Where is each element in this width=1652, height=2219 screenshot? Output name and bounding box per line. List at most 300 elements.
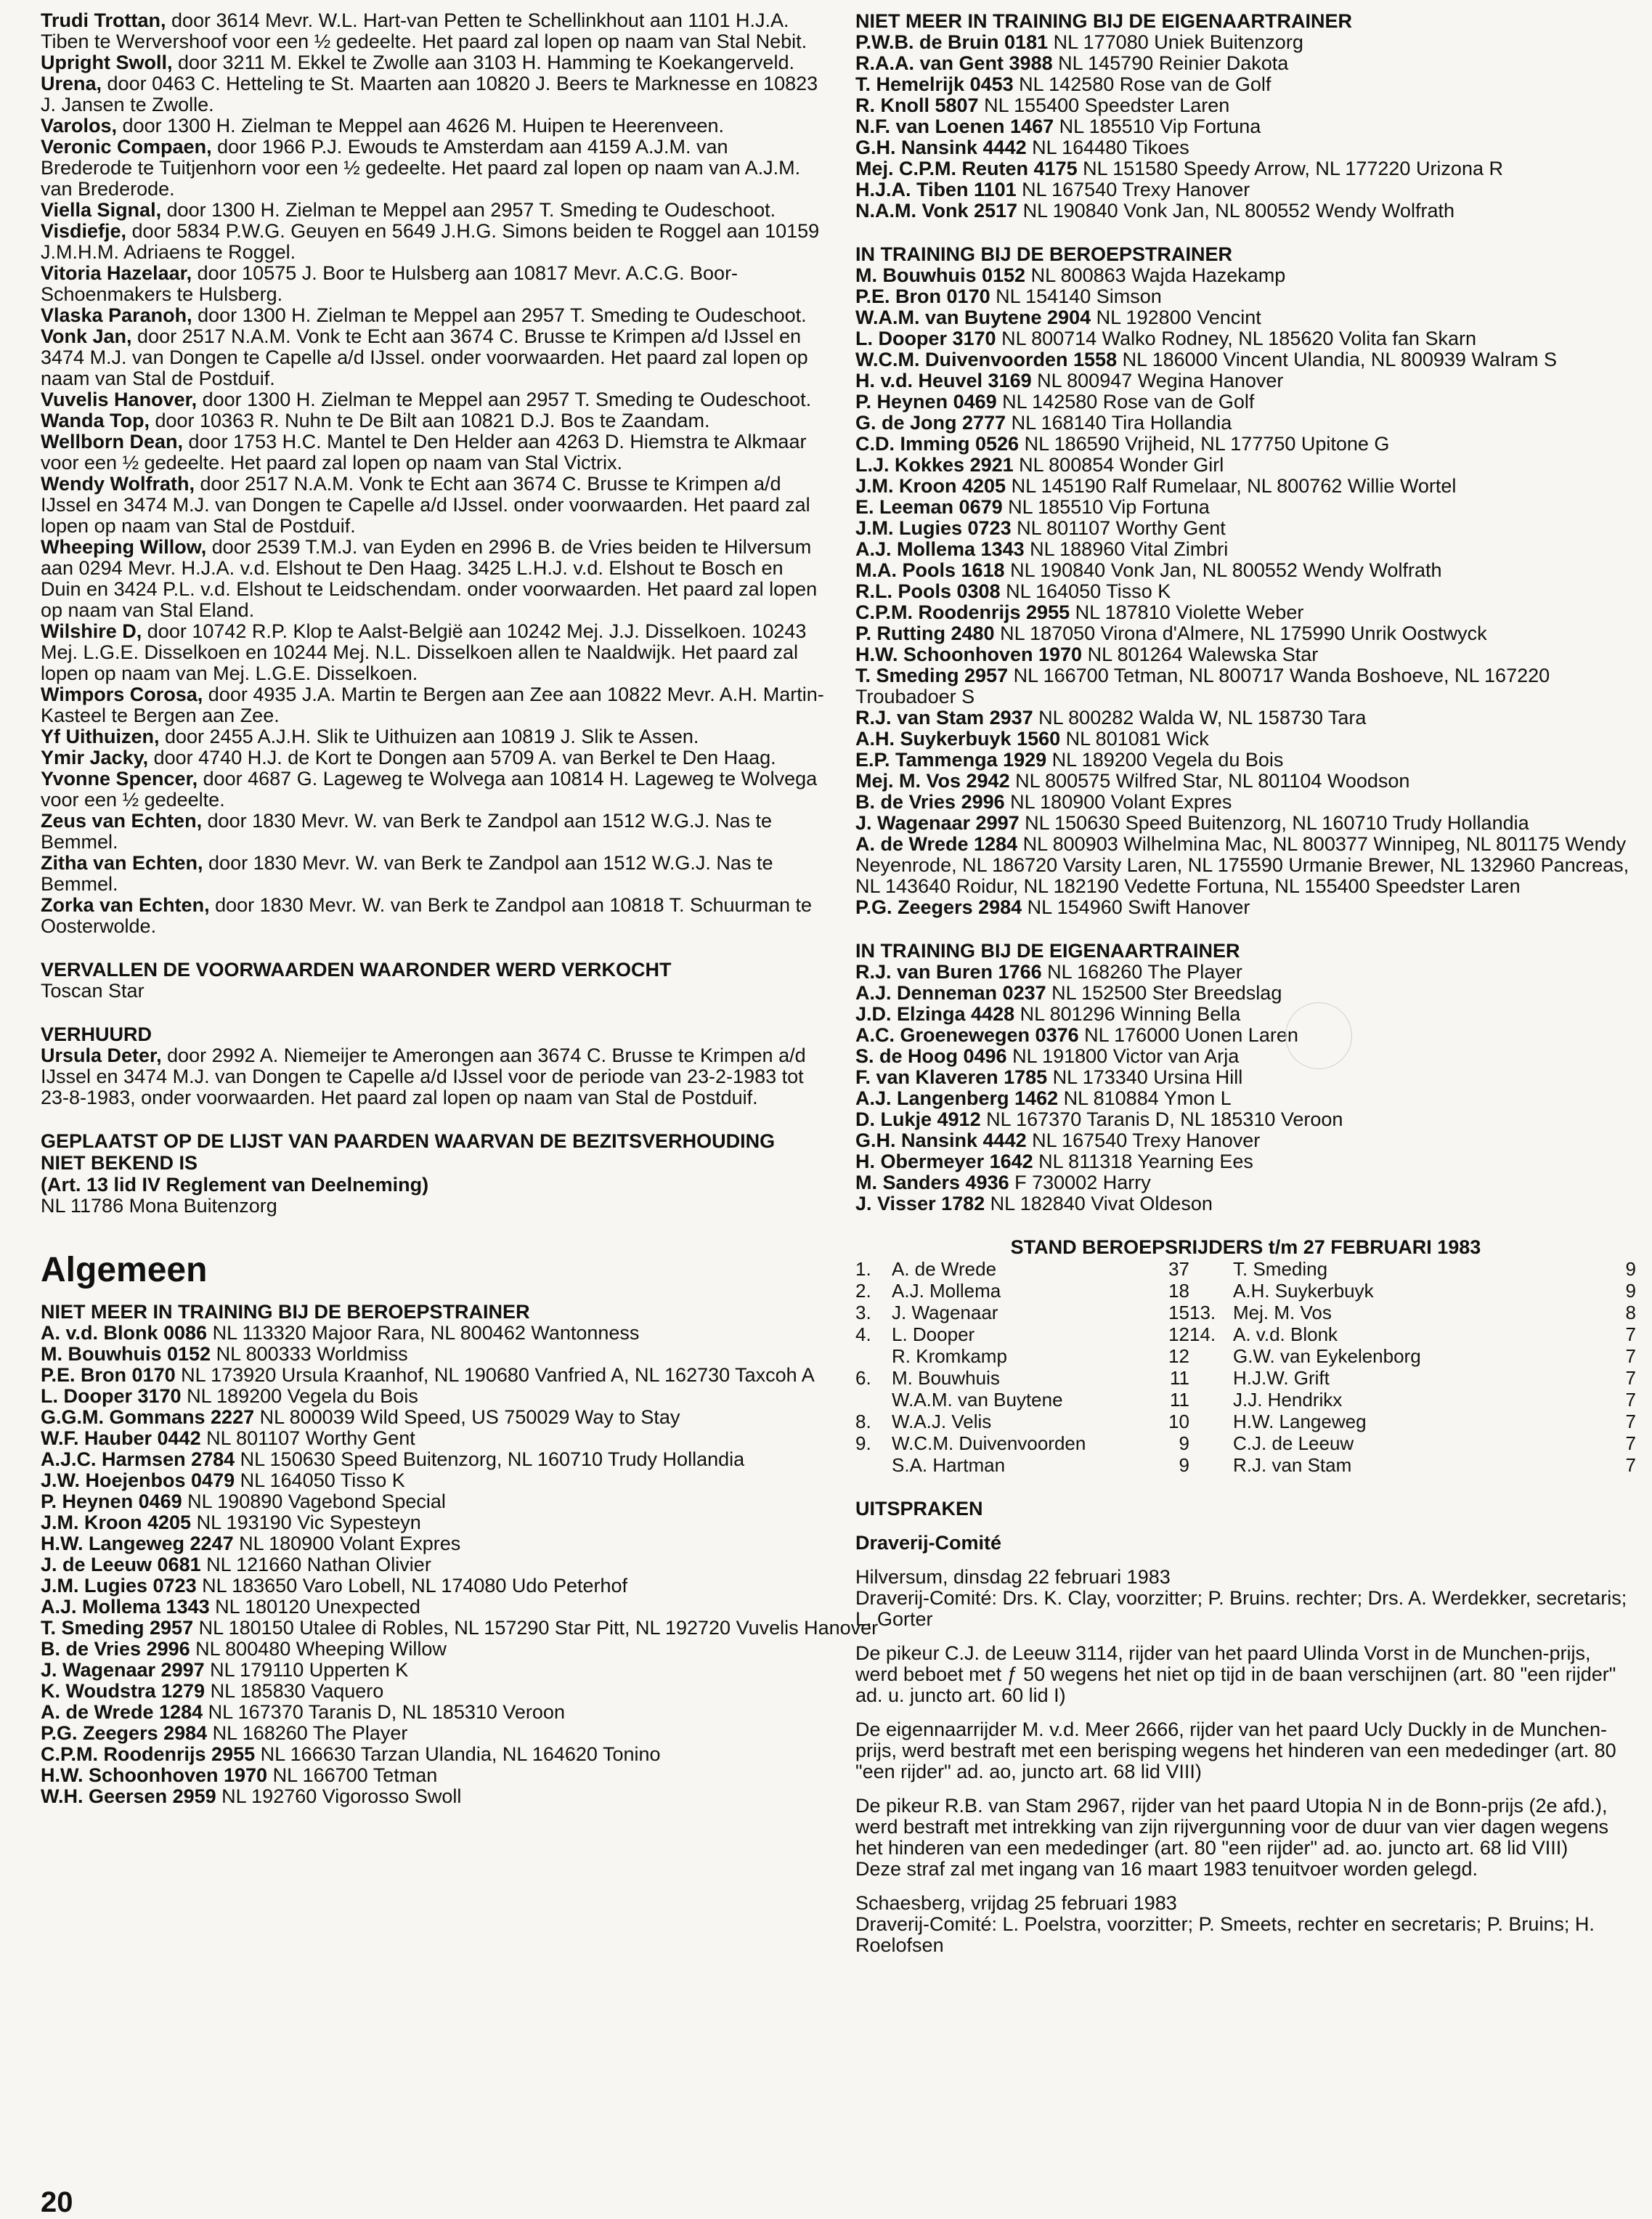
stand-rider: J. Wagenaar — [892, 1302, 998, 1323]
trainer-row-name: D. Lukje 4912 — [855, 1108, 981, 1130]
trainer-row — [855, 116, 1636, 137]
stand-points: 11 — [1170, 1367, 1189, 1389]
stand-points: 9 — [1179, 1432, 1189, 1454]
trainer-row-text: NL 150630 Speed Buitenzorg, NL 160710 Trudy Hollandia — [1019, 812, 1529, 834]
stand-points: 7 — [1625, 1454, 1636, 1476]
sale-entry — [41, 326, 825, 389]
trainer-row — [41, 1617, 879, 1639]
trainer-row — [41, 1702, 825, 1723]
trainer-row — [855, 539, 1636, 560]
stand-points: 12 — [1168, 1345, 1189, 1367]
sale-entry — [41, 10, 825, 52]
stand-rider: W.A.J. Velis — [892, 1411, 992, 1432]
sale-entry — [41, 52, 825, 73]
stand-points: 37 — [1168, 1258, 1189, 1280]
trainer-row-name: H. v.d. Heuvel 3169 — [855, 370, 1032, 392]
stand-rider: C.J. de Leeuw — [1233, 1432, 1354, 1454]
sale-entry — [41, 137, 825, 200]
stand-rank — [1189, 1411, 1233, 1432]
stand-rider: Mej. M. Vos — [1233, 1302, 1332, 1323]
trainer-row-text: NL 168140 Tira Hollandia — [1006, 412, 1232, 434]
sale-entry — [41, 537, 825, 621]
sale-entry-name: Vuvelis Hanover, — [41, 389, 198, 410]
trainer-row — [855, 265, 1636, 286]
sale-entry — [41, 726, 825, 747]
trainer-row-text: NL 167370 Taranis D, NL 185310 Veroon — [980, 1108, 1343, 1130]
sale-entry-name: Yf Uithuizen, — [41, 726, 160, 747]
trainer-row-name: P. Heynen 0469 — [41, 1490, 182, 1512]
sale-entry-text: door 2517 N.A.M. Vonk te Echt aan 3674 C. Brusse te Krimpen a/d IJssel en 3474 M.J. van Dongen te Capelle a/d IJssel. onder voorwaarden. Het paard zal lopen op naam van Stal de Postduif. — [41, 325, 808, 389]
stand-points: 12 — [1168, 1323, 1189, 1345]
trainer-row-name: J.M. Lugies 0723 — [855, 517, 1012, 539]
stand-title: STAND BEROEPSRIJDERS t/m 27 FEBRUARI 1983 — [1010, 1236, 1481, 1258]
stand-row — [855, 1280, 1636, 1302]
trainer-row — [41, 1533, 825, 1554]
ruling-2: De eigennaarrijder M. v.d. Meer 2666, rijder van het paard Ucly Duckly in de Munchen-prijs, werd bestraft met een berisping wegens het hinderen van een mededinger (art. 80 "een rijder" ad. ao, juncto art. 68 lid VIII) — [855, 1719, 1616, 1782]
trainer-row-name: T. Smeding 2957 — [855, 665, 1009, 686]
trainer-row — [855, 581, 1636, 602]
trainer-row — [855, 200, 1636, 222]
trainer-row-name: R.J. van Buren 1766 — [855, 961, 1042, 983]
stand-points: 7 — [1625, 1367, 1636, 1389]
trainer-row — [855, 413, 1636, 434]
sale-entry-name: Viella Signal, — [41, 199, 162, 221]
trainer-row-name: J.D. Elzinga 4428 — [855, 1003, 1015, 1025]
stand-rider: R.J. van Stam — [1233, 1454, 1352, 1476]
trainer-row-text: NL 142580 Rose van de Golf — [996, 391, 1255, 413]
trainer-row-name: H. Obermeyer 1642 — [855, 1151, 1033, 1172]
stand-rank: 4. — [855, 1323, 871, 1345]
trainer-row-text: NL 164050 Tisso K — [235, 1469, 405, 1491]
stand-points: 11 — [1170, 1389, 1189, 1411]
trainer-row-name: A.J. Langenberg 1462 — [855, 1087, 1059, 1109]
trainer-row — [855, 53, 1636, 74]
stand-rider: W.A.M. van Buytene — [892, 1389, 1063, 1411]
trainer-row — [855, 1109, 1636, 1130]
trainer-row — [855, 1046, 1636, 1067]
trainer-row-name: P.G. Zeegers 2984 — [41, 1722, 208, 1744]
sale-entry-name: Zeus van Echten, — [41, 810, 203, 832]
trainer-row-text: NL 800282 Walda W, NL 158730 Tara — [1033, 707, 1367, 729]
trainer-row — [855, 813, 1636, 834]
stand-row — [855, 1432, 1636, 1454]
trainer-row-text: NL 145790 Reinier Dakota — [1052, 52, 1289, 74]
trainer-row — [41, 1681, 825, 1702]
page-number: 20 — [41, 2186, 73, 2218]
sale-entry — [41, 621, 825, 684]
stand-row — [855, 1367, 1636, 1389]
trainer-row-text: NL 152500 Ster Breedslag — [1046, 982, 1282, 1004]
trainer-row — [41, 1344, 825, 1365]
trainer-row — [855, 707, 1636, 729]
ruling-3: De pikeur R.B. van Stam 2967, rijder van het paard Utopia N in de Bonn-prijs (2e afd.), werd bestraft met intrekking van zijn rijvergunning voor de duur van vier dagen wegens het hinderen van een mededinger (art. 80 "een rijder" ad. ao. juncto art. 68 lid VIII) — [855, 1795, 1609, 1859]
trainer-row-name: P. Rutting 2480 — [855, 622, 995, 644]
trainer-row-name: M. Sanders 4936 — [855, 1172, 1009, 1193]
trainer-row-text: NL 177080 Uniek Buitenzorg — [1048, 31, 1303, 53]
trainer-row-name: J. Visser 1782 — [855, 1193, 985, 1214]
trainer-row-text: NL 168260 The Player — [207, 1722, 408, 1744]
trainer-row — [41, 1723, 825, 1744]
trainer-row-name: H.W. Langeweg 2247 — [41, 1533, 234, 1554]
sale-entry-text: door 3211 M. Ekkel te Zwolle aan 3103 H. Hamming te Koekangerveld. — [172, 52, 794, 73]
trainer-row-text: NL 167370 Taranis D, NL 185310 Veroon — [203, 1701, 565, 1723]
trainer-row — [41, 1575, 825, 1597]
trainer-row-text: NL 183650 Varo Lobell, NL 174080 Udo Peterhof — [196, 1575, 628, 1597]
trainer-row-name: J. Wagenaar 2997 — [855, 812, 1020, 834]
trainer-row — [41, 1449, 825, 1470]
sale-entry-name: Zitha van Echten, — [41, 852, 203, 874]
stand-rank — [1189, 1389, 1233, 1411]
sale-entry-name: Vitoria Hazelaar, — [41, 262, 192, 284]
stand-rider: A. de Wrede — [892, 1258, 997, 1280]
trainer-row-text: NL 187050 Virona d'Almere, NL 175990 Unrik Oostwyck — [994, 622, 1487, 644]
trainer-row-name: J.M. Lugies 0723 — [41, 1575, 197, 1597]
sale-entry-text: door 1830 Mevr. W. van Berk te Zandpol aan 1512 W.G.J. Nas te Bemmel. — [41, 810, 772, 853]
trainer-row-text: NL 187810 Violette Weber — [1070, 601, 1304, 623]
sale-entry-name: Urena, — [41, 73, 102, 94]
trainer-row-name: P.E. Bron 0170 — [41, 1364, 176, 1386]
trainer-row-name: L.J. Kokkes 2921 — [855, 454, 1014, 476]
trainer-row-name: M.A. Pools 1618 — [855, 559, 1005, 581]
algemeen-list — [41, 1322, 879, 1807]
trainer-row-name: K. Woudstra 1279 — [41, 1680, 206, 1702]
trainer-row — [855, 792, 1636, 813]
stand-rank — [1189, 1280, 1233, 1302]
trainer-row-text: NL 173340 Ursina Hill — [1047, 1066, 1243, 1088]
stand-rider: H.J.W. Grift — [1233, 1367, 1330, 1389]
sale-entry — [41, 684, 825, 726]
trainer-row-name: M. Bouwhuis 0152 — [855, 264, 1026, 286]
uitspraken-heading: UITSPRAKEN — [855, 1498, 983, 1520]
stand-points: 7 — [1625, 1345, 1636, 1367]
stand-row — [855, 1258, 1636, 1280]
trainer-row-name: C.P.M. Roodenrijs 2955 — [41, 1743, 256, 1765]
trainer-row — [855, 370, 1636, 392]
stand-rider: G.W. van Eykelenborg — [1233, 1345, 1421, 1367]
algemeen-title: Algemeen — [41, 1251, 208, 1289]
sale-entry-text: door 4935 J.A. Martin te Bergen aan Zee aan 10822 Mevr. A.H. Martin-Kasteel te Bergen aan Zee. — [41, 683, 824, 726]
trainer-row — [855, 137, 1636, 158]
sale-entry — [41, 73, 825, 115]
trainer-row-name: W.A.M. van Buytene 2904 — [855, 307, 1091, 328]
trainer-row-text: NL 150630 Speed Buitenzorg, NL 160710 Trudy Hollandia — [235, 1448, 745, 1470]
stand-rank — [1189, 1258, 1233, 1280]
sale-entry-text: door 1300 H. Zielman te Meppel aan 2957 T. Smeding te Oudeschoot. — [197, 389, 812, 410]
stand-rank: 14. — [1189, 1323, 1216, 1345]
trainer-row-text: F 730002 Harry — [1009, 1172, 1151, 1193]
trainer-row — [41, 1786, 825, 1807]
stand-rank — [1189, 1454, 1233, 1476]
verhuurd-heading: VERHUURD — [41, 1023, 152, 1045]
beroeps-in-heading: IN TRAINING BIJ DE BEROEPSTRAINER — [855, 243, 1233, 265]
trainer-row-text: NL 186590 Vrijheid, NL 177750 Upitone G — [1019, 433, 1390, 455]
trainer-row-text: NL 167540 Trexy Hanover — [1016, 179, 1250, 200]
eigenaar-niet-list — [855, 32, 1636, 222]
sale-entry-name: Vonk Jan, — [41, 325, 132, 347]
sale-entry — [41, 747, 825, 768]
sale-entry-name: Varolos, — [41, 115, 118, 137]
trainer-row-text: NL 154140 Simson — [990, 285, 1162, 307]
sale-entry — [41, 200, 825, 221]
sale-entry-text: door 10742 R.P. Klop te Aalst-België aan 10242 Mej. J.J. Disselkoen. 10243 Mej. L.G.E. Disselkoen en 10244 Mej. N.L. Disselkoen allen te Naaldwijk. Het paard zal lopen op naam van Mej. L.G.E. Disselkoen. — [41, 620, 807, 684]
trainer-row-text: NL 800714 Walko Rodney, NL 185620 Volita fan Skarn — [996, 328, 1476, 349]
trainer-row-name: A.J. Denneman 0237 — [855, 982, 1046, 1004]
vervallen-text: Toscan Star — [41, 980, 145, 1002]
sale-entry — [41, 115, 825, 137]
geplaatst-text: NL 11786 Mona Buitenzorg — [41, 1195, 277, 1217]
trainer-row-name: W.F. Hauber 0442 — [41, 1427, 201, 1449]
trainer-row — [855, 750, 1636, 771]
trainer-row-name: Mej. M. Vos 2942 — [855, 770, 1010, 792]
stand-row — [855, 1345, 1636, 1367]
trainer-row-text: NL 800480 Wheeping Willow — [190, 1638, 447, 1660]
trainer-row-name: G. de Jong 2777 — [855, 412, 1006, 434]
trainer-row — [855, 729, 1636, 750]
trainer-row — [855, 286, 1636, 307]
stand-rank — [1189, 1367, 1233, 1389]
trainer-row-name: A.H. Suykerbuyk 1560 — [855, 728, 1061, 750]
sale-entry-text: door 1830 Mevr. W. van Berk te Zandpol aan 1512 W.G.J. Nas te Bemmel. — [41, 852, 773, 895]
trainer-row — [41, 1491, 825, 1512]
trainer-row-name: S. de Hoog 0496 — [855, 1045, 1007, 1067]
stand-rank — [1189, 1345, 1233, 1367]
stand-rider: T. Smeding — [1233, 1258, 1328, 1280]
trainer-row — [855, 1172, 1636, 1193]
trainer-row — [41, 1407, 825, 1428]
left-column — [41, 9, 879, 1807]
trainer-row-text: NL 113320 Majoor Rara, NL 800462 Wantonness — [207, 1322, 640, 1344]
trainer-row — [41, 1597, 825, 1618]
trainer-row-text: NL 188960 Vital Zimbri — [1024, 538, 1229, 560]
vervallen-heading: VERVALLEN DE VOORWAARDEN WAARONDER WERD VERKOCHT — [41, 959, 672, 981]
trainer-row-text: NL 151580 Speedy Arrow, NL 177220 Urizona R — [1077, 158, 1503, 179]
circle-mark — [1285, 1002, 1352, 1069]
sale-entry-text: door 4740 H.J. de Kort te Dongen aan 5709 A. van Berkel te Den Haag. — [148, 747, 776, 768]
stand-points: 9 — [1625, 1258, 1636, 1280]
trainer-row-name: R. Knoll 5807 — [855, 94, 979, 116]
trainer-row — [855, 1025, 1636, 1046]
verhuurd-horse-name: Ursula Deter, — [41, 1044, 162, 1066]
ruling-3-note: Deze straf zal met ingang van 16 maart 1983 tenuitvoer worden gelegd. — [855, 1858, 1478, 1880]
sale-entry-text: door 1300 H. Zielman te Meppel aan 2957 T. Smeding te Oudeschoot. — [161, 199, 776, 221]
trainer-row — [855, 1151, 1636, 1172]
sale-entry-name: Wanda Top, — [41, 410, 150, 431]
sale-entry-name: Vlaska Paranoh, — [41, 304, 192, 326]
algemeen-heading: NIET MEER IN TRAINING BIJ DE BEROEPSTRAINER — [41, 1301, 530, 1323]
sale-entry-text: door 1300 H. Zielman te Meppel aan 2957 T. Smeding te Oudeschoot. — [192, 304, 807, 326]
trainer-row-text: NL 800854 Wonder Girl — [1013, 454, 1224, 476]
trainer-row-text: NL 190840 Vonk Jan, NL 800552 Wendy Wolfrath — [1017, 200, 1454, 222]
trainer-row-text: NL 121660 Nathan Olivier — [200, 1554, 431, 1575]
trainer-row-name: F. van Klaveren 1785 — [855, 1066, 1048, 1088]
trainer-row-name: Mej. C.P.M. Reuten 4175 — [855, 158, 1078, 179]
trainer-row-text: NL 180900 Volant Expres — [1004, 791, 1232, 813]
trainer-row — [41, 1428, 825, 1449]
stand-rider: W.C.M. Duivenvoorden — [892, 1432, 1086, 1454]
stand-rider: M. Bouwhuis — [892, 1367, 1000, 1389]
trainer-row-text: NL 168260 The Player — [1041, 961, 1242, 983]
trainer-row-name: P.G. Zeegers 2984 — [855, 896, 1022, 918]
trainer-row-text: NL 164050 Tisso K — [1000, 580, 1171, 602]
trainer-row-name: P. Heynen 0469 — [855, 391, 997, 413]
trainer-row — [41, 1639, 825, 1660]
trainer-row-text: NL 185510 Vip Fortuna — [1054, 115, 1261, 137]
trainer-row-name: N.A.M. Vonk 2517 — [855, 200, 1018, 222]
trainer-row — [855, 158, 1636, 179]
meeting-2: Schaesberg, vrijdag 25 februari 1983 — [855, 1892, 1177, 1914]
trainer-row-name: L. Dooper 3170 — [855, 328, 996, 349]
trainer-row — [855, 983, 1636, 1004]
trainer-row-text: NL 810884 Ymon L — [1058, 1087, 1232, 1109]
trainer-row — [855, 349, 1636, 370]
trainer-row-text: NL 800947 Wegina Hanover — [1031, 370, 1284, 392]
trainer-row-text: NL 801081 Wick — [1060, 728, 1209, 750]
trainer-row-text: NL 180900 Volant Expres — [233, 1533, 461, 1554]
stand-points: 9 — [1625, 1280, 1636, 1302]
trainer-row-text: NL 801264 Walewska Star — [1082, 644, 1319, 665]
trainer-row-name: E.P. Tammenga 1929 — [855, 749, 1047, 771]
trainer-row-name: E. Leeman 0679 — [855, 496, 1003, 518]
trainer-row-text: NL 192800 Vencint — [1091, 307, 1261, 328]
trainer-row — [41, 1323, 825, 1344]
stand-rank: 2. — [855, 1280, 871, 1302]
trainer-row-name: J. Wagenaar 2997 — [41, 1659, 205, 1681]
right-column — [855, 10, 1636, 1956]
sale-entry-text: door 1300 H. Zielman te Meppel aan 4626 M. Huipen te Heerenveen. — [117, 115, 725, 137]
stand-rider: A.J. Mollema — [892, 1280, 1001, 1302]
stand-points: 7 — [1625, 1411, 1636, 1432]
trainer-row-text: NL 164480 Tikoes — [1026, 137, 1189, 158]
eigenaar-niet-heading: NIET MEER IN TRAINING BIJ DE EIGENAARTRAINER — [855, 10, 1353, 32]
trainer-row-text: NL 186000 Vincent Ulandia, NL 800939 Walram S — [1117, 349, 1557, 370]
trainer-row — [855, 307, 1636, 328]
trainer-row-text: NL 801107 Worthy Gent — [1011, 517, 1226, 539]
trainer-row — [41, 1765, 825, 1786]
sale-entry — [41, 811, 825, 853]
trainer-row — [855, 32, 1636, 53]
trainer-row-text: NL 800903 Wilhelmina Mac, NL 800377 Winnipeg, NL 801175 Wendy Neyenrode, NL 186720 Varsity Laren, NL 175590 Urmanie Brewer, NL 132960 Pancreas, NL 143640 Roidur, NL 182190 Vedette Fortuna, NL 155400 Speedster Laren — [855, 833, 1629, 897]
sale-entry-name: Wheeping Willow, — [41, 536, 207, 558]
stand-rank: 3. — [855, 1302, 871, 1323]
trainer-row-name: A. v.d. Blonk 0086 — [41, 1322, 208, 1344]
trainer-row-name: M. Bouwhuis 0152 — [41, 1343, 211, 1365]
trainer-row-text: NL 180150 Utalee di Robles, NL 157290 Star Pitt, NL 192720 Vuvelis Hanover — [193, 1617, 879, 1639]
trainer-row — [41, 1744, 825, 1765]
trainer-row-text: NL 190890 Vagebond Special — [182, 1490, 446, 1512]
sale-entry-name: Wimpors Corosa, — [41, 683, 203, 705]
sale-entry — [41, 410, 825, 431]
sale-entries-list — [41, 10, 825, 937]
trainer-row-text: NL 185510 Vip Fortuna — [1002, 496, 1210, 518]
trainer-row-name: R.A.A. van Gent 3988 — [855, 52, 1053, 74]
trainer-row-name: A. de Wrede 1284 — [855, 833, 1018, 855]
stand-rank: 6. — [855, 1367, 871, 1389]
trainer-row-text: NL 801296 Winning Bella — [1014, 1003, 1241, 1025]
sale-entry-text: door 10575 J. Boor te Hulsberg aan 10817 Mevr. A.C.G. Boor-Schoenmakers te Hulsberg. — [41, 262, 738, 305]
trainer-row-text: NL 180120 Unexpected — [209, 1596, 420, 1618]
trainer-row-text: NL 176000 Uonen Laren — [1078, 1024, 1298, 1046]
trainer-row-text: NL 800333 Worldmiss — [211, 1343, 408, 1365]
sale-entry-name: Ymir Jacky, — [41, 747, 149, 768]
trainer-row-name: T. Hemelrijk 0453 — [855, 73, 1014, 95]
sale-entry-text: door 1830 Mevr. W. van Berk te Zandpol aan 10818 T. Schuurman te Oosterwolde. — [41, 894, 813, 937]
eigenaar-in-list — [855, 962, 1636, 1214]
trainer-row-name: N.F. van Loenen 1467 — [855, 115, 1054, 137]
trainer-row-name: A. de Wrede 1284 — [41, 1701, 203, 1723]
stand-rider: J.J. Hendrikx — [1233, 1389, 1343, 1411]
meeting-1: Hilversum, dinsdag 22 februari 1983 — [855, 1566, 1171, 1588]
sale-entry-name: Veronic Compaen, — [41, 136, 212, 158]
trainer-row — [855, 897, 1636, 918]
stand-points: 18 — [1168, 1280, 1189, 1302]
sale-entry-name: Wellborn Dean, — [41, 431, 184, 453]
trainer-row — [855, 179, 1636, 200]
sale-entry — [41, 768, 825, 811]
trainer-row-text: NL 800863 Wajda Hazekamp — [1025, 264, 1286, 286]
sale-entry — [41, 895, 825, 937]
trainer-row-name: R.L. Pools 0308 — [855, 580, 1001, 602]
trainer-row-name: A.C. Groenewegen 0376 — [855, 1024, 1079, 1046]
comite-subheading: Draverij-Comité — [855, 1532, 1002, 1554]
trainer-row — [855, 74, 1636, 95]
verhuurd-text: door 2992 A. Niemeijer te Amerongen aan 3674 C. Brusse te Krimpen a/d IJssel en 3474 M.J. van Dongen te Capelle a/d IJssel voor de periode van 23-2-1983 tot 23-8-1983, onder voorwaarden. Het paard zal lopen op naam van Stal de Postduif. — [41, 1044, 806, 1108]
trainer-row-text: NL 166630 Tarzan Ulandia, NL 164620 Tonino — [255, 1743, 661, 1765]
trainer-row-text: NL 166700 Tetman, NL 800717 Wanda Boshoeve, NL 167220 Troubadoer S — [855, 665, 1550, 707]
trainer-row — [855, 518, 1636, 539]
trainer-row — [855, 623, 1636, 644]
ruling-1: De pikeur C.J. de Leeuw 3114, rijder van het paard Ulinda Vorst in de Munchen-prijs, werd beboet met ƒ 50 wegens het niet op tijd in de baan verschijnen (art. 80 "een rijder" ad. u. juncto art. 60 lid I) — [855, 1642, 1616, 1706]
trainer-row — [855, 497, 1636, 518]
trainer-row-name: W.H. Geersen 2959 — [41, 1785, 216, 1807]
stand-points: 7 — [1625, 1323, 1636, 1345]
trainer-row — [855, 771, 1636, 792]
trainer-row-text: NL 800039 Wild Speed, US 750029 Way to Stay — [254, 1406, 680, 1428]
sale-entry-text: door 10363 R. Nuhn te De Bilt aan 10821 D.J. Bos te Zaandam. — [149, 410, 710, 431]
stand-row — [855, 1323, 1636, 1345]
stand-row — [855, 1389, 1636, 1411]
stand-rank: 8. — [855, 1411, 871, 1432]
sale-entry — [41, 263, 825, 305]
sale-entry — [41, 305, 825, 326]
sale-entry-text: door 1753 H.C. Mantel te Den Helder aan 4263 D. Hiemstra te Alkmaar voor een ½ gedeelte. Het paard zal lopen op naam van Stal Victrix. — [41, 431, 807, 474]
trainer-row-text: NL 179110 Upperten K — [204, 1659, 409, 1681]
stand-rider: H.W. Langeweg — [1233, 1411, 1367, 1432]
trainer-row-text: NL 166700 Tetman — [267, 1764, 438, 1786]
trainer-row-name: W.C.M. Duivenvoorden 1558 — [855, 349, 1118, 370]
trainer-row-name: A.J.C. Harmsen 2784 — [41, 1448, 235, 1470]
trainer-row-text: NL 811318 Yearning Ees — [1033, 1151, 1253, 1172]
stand-points: 15 — [1168, 1302, 1189, 1323]
stand-rank: 13. — [1189, 1302, 1216, 1323]
sale-entry — [41, 431, 825, 474]
trainer-row — [855, 476, 1636, 497]
stand-points: 7 — [1625, 1432, 1636, 1454]
trainer-row — [855, 602, 1636, 623]
stand-rider: L. Dooper — [892, 1323, 975, 1345]
stand-rank — [855, 1389, 892, 1411]
sale-entry-text: door 0463 C. Hetteling te St. Maarten aan 10820 J. Beers te Marknesse en 10823 J. Jansen te Zwolle. — [41, 73, 818, 115]
trainer-row — [855, 95, 1636, 116]
trainer-row-text: NL 145190 Ralf Rumelaar, NL 800762 Willie Wortel — [1006, 475, 1457, 497]
stand-rider: R. Kromkamp — [892, 1345, 1007, 1367]
trainer-row-name: H.J.A. Tiben 1101 — [855, 179, 1017, 200]
sale-entry — [41, 474, 825, 537]
trainer-row-name: J.M. Kroon 4205 — [855, 475, 1006, 497]
sale-entry-name: Visdiefje, — [41, 220, 127, 242]
geplaatst-heading: GEPLAATST OP DE LIJST VAN PAARDEN WAARVAN DE BEZITSVERHOUDING NIET BEKEND IS — [41, 1130, 776, 1174]
trainer-row-name: P.W.B. de Bruin 0181 — [855, 31, 1049, 53]
trainer-row-text: NL 189200 Vegela du Bois — [181, 1385, 418, 1407]
